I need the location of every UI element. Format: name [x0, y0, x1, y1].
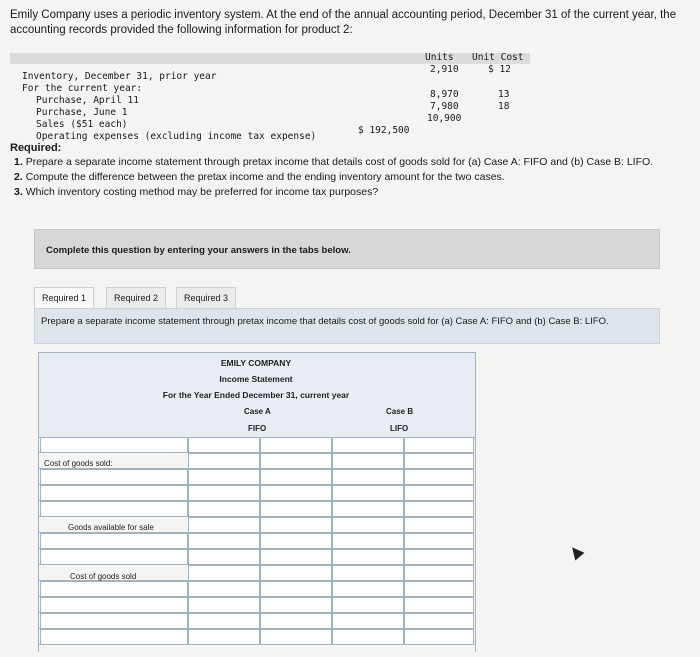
answer-input[interactable]	[332, 437, 404, 453]
sales-label: Sales ($51 each)	[36, 119, 128, 130]
answer-input[interactable]	[188, 629, 260, 645]
answer-input[interactable]	[188, 565, 260, 581]
statement-row	[38, 628, 474, 645]
case-a-method: FIFO	[248, 424, 267, 433]
answer-input[interactable]	[40, 581, 188, 597]
instructions-panel	[34, 229, 660, 269]
answer-input[interactable]	[188, 453, 260, 469]
answer-input[interactable]	[188, 597, 260, 613]
statement-period: For the Year Ended December 31, current year	[162, 390, 350, 400]
answer-input[interactable]	[40, 613, 188, 629]
answer-input[interactable]	[40, 597, 188, 613]
answer-input[interactable]	[332, 501, 404, 517]
cogs-label: Cost of goods sold:	[44, 459, 113, 468]
mouse-cursor-icon	[568, 544, 585, 561]
answer-input[interactable]	[40, 469, 188, 485]
answer-input[interactable]	[332, 597, 404, 613]
inventory-units: 2,910	[430, 64, 459, 75]
statement-row	[38, 532, 474, 549]
answer-input[interactable]	[332, 581, 404, 597]
required-heading: Required:	[10, 142, 62, 154]
goods-available-label: Goods available for sale	[68, 523, 154, 532]
current-year-label: For the current year:	[22, 83, 143, 94]
answer-input[interactable]	[188, 517, 260, 533]
requirement-num: 1.	[14, 156, 23, 168]
answer-input[interactable]	[332, 613, 404, 629]
tab-required-2[interactable]: Required 2	[106, 287, 166, 308]
answer-input[interactable]	[404, 597, 474, 613]
instruction-text: Prepare a separate income statement through pretax income that details cost of goods sold for (a) Case A: FIFO and (b) Case B: LIFO.	[41, 316, 609, 327]
statement-row	[38, 612, 474, 629]
answer-input[interactable]	[404, 565, 474, 581]
panel-text: Complete this question by entering your answers in the tabs below.	[46, 245, 351, 256]
answer-input[interactable]	[260, 549, 332, 565]
answer-input[interactable]	[332, 485, 404, 501]
answer-input[interactable]	[332, 469, 404, 485]
cost-of-goods-sold-label: Cost of goods sold	[70, 572, 137, 581]
statement-row	[38, 468, 474, 485]
answer-input[interactable]	[260, 533, 332, 549]
answer-input[interactable]	[404, 453, 474, 469]
answer-input[interactable]	[332, 549, 404, 565]
tab-instruction	[34, 308, 660, 344]
answer-input[interactable]	[332, 629, 404, 645]
answer-input[interactable]	[332, 565, 404, 581]
case-a-header: Case A	[244, 407, 271, 416]
statement-row	[38, 436, 474, 453]
answer-input[interactable]	[404, 469, 474, 485]
answer-input[interactable]	[40, 533, 188, 549]
opex-value: $ 192,500	[358, 125, 410, 136]
answer-input[interactable]	[260, 517, 332, 533]
requirement-text: Prepare a separate income statement through pretax income that details cost of goods sold for (a) Case A: FIFO and (b) Case B: LIFO.	[25, 156, 654, 168]
answer-input[interactable]	[404, 437, 474, 453]
answer-input[interactable]	[260, 469, 332, 485]
requirement-text: Which inventory costing method may be preferred for income tax purposes?	[25, 186, 379, 198]
answer-input[interactable]	[40, 629, 188, 645]
inventory-cost: $ 12	[488, 64, 511, 75]
answer-input[interactable]	[260, 485, 332, 501]
statement-row	[38, 548, 474, 565]
requirement-num: 3.	[14, 186, 23, 198]
statement-row	[38, 580, 474, 597]
requirements-list	[14, 156, 694, 201]
answer-input[interactable]	[188, 437, 260, 453]
tab-required-1[interactable]: Required 1	[34, 287, 94, 308]
answer-input[interactable]	[332, 517, 404, 533]
case-b-method: LIFO	[390, 424, 409, 433]
requirement-text: Compute the difference between the pretax income and the ending inventory amount for the two cases.	[25, 171, 505, 183]
answer-input[interactable]	[260, 597, 332, 613]
answer-input[interactable]	[188, 485, 260, 501]
answer-input[interactable]	[404, 501, 474, 517]
case-b-header: Case B	[386, 407, 414, 416]
answer-input[interactable]	[188, 501, 260, 517]
company-name: EMILY COMPANY	[220, 358, 292, 368]
purchase-june-units: 7,980	[430, 101, 459, 112]
answer-input[interactable]	[188, 613, 260, 629]
answer-input[interactable]	[40, 485, 188, 501]
answer-input[interactable]	[404, 581, 474, 597]
statement-row	[38, 596, 474, 613]
inventory-label: Inventory, December 31, prior year	[22, 71, 217, 82]
statement-row	[38, 484, 474, 501]
purchase-april-units: 8,970	[430, 89, 459, 100]
purchase-april-label: Purchase, April 11	[36, 95, 139, 106]
answer-input[interactable]	[40, 549, 188, 565]
purchase-june-cost: 18	[498, 101, 510, 112]
answer-input[interactable]	[260, 581, 332, 597]
answer-input[interactable]	[260, 565, 332, 581]
answer-input[interactable]	[404, 549, 474, 565]
opex-label: Operating expenses (excluding income tax expense)	[36, 131, 317, 142]
answer-input[interactable]	[404, 629, 474, 645]
problem-intro: Emily Company uses a periodic inventory system. At the end of the annual accounting period, December 31 of the current year, the accounting records provided the following information for product 2:	[10, 9, 677, 36]
purchase-june-label: Purchase, June 1	[36, 107, 128, 118]
answer-input[interactable]	[404, 517, 474, 533]
requirement-3	[14, 186, 694, 199]
requirement-num: 2.	[14, 171, 23, 183]
answer-input[interactable]	[188, 549, 260, 565]
col-units-header: Units	[425, 52, 454, 63]
answer-input[interactable]	[40, 501, 188, 517]
answer-input[interactable]	[188, 469, 260, 485]
answer-input[interactable]	[40, 437, 188, 453]
answer-input[interactable]	[188, 581, 260, 597]
answer-input[interactable]	[332, 533, 404, 549]
col-unit-cost-header: Unit Cost	[472, 52, 524, 63]
tab-required-3[interactable]: Required 3	[176, 287, 236, 308]
requirement-2	[14, 171, 694, 184]
answer-input[interactable]	[404, 533, 474, 549]
answer-input[interactable]	[260, 453, 332, 469]
purchase-april-cost: 13	[498, 89, 510, 100]
answer-input[interactable]	[260, 613, 332, 629]
requirement-1	[14, 156, 694, 169]
answer-input[interactable]	[260, 437, 332, 453]
answer-input[interactable]	[404, 613, 474, 629]
answer-input[interactable]	[404, 485, 474, 501]
statement-row	[38, 500, 474, 517]
answer-input[interactable]	[260, 629, 332, 645]
answer-input[interactable]	[332, 453, 404, 469]
statement-title: Income Statement	[219, 374, 293, 384]
answer-input[interactable]	[188, 533, 260, 549]
sales-units: 10,900	[427, 113, 462, 124]
answer-input[interactable]	[260, 501, 332, 517]
